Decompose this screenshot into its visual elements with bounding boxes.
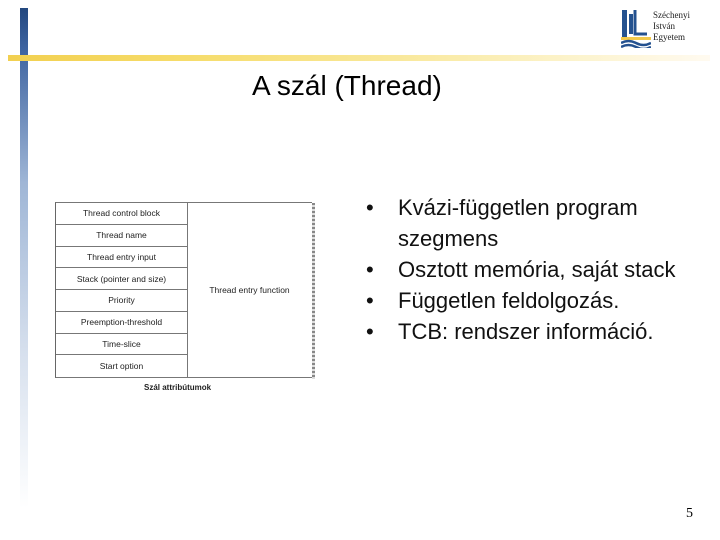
attribute-column bbox=[56, 203, 188, 377]
attribute-row: Thread entry input bbox=[56, 247, 187, 269]
logo-line: Széchenyi bbox=[653, 10, 690, 20]
bullet-item: • Osztott memória, saját stack bbox=[366, 254, 706, 285]
logo-wordmark bbox=[653, 10, 690, 43]
top-accent-bar bbox=[8, 55, 710, 61]
university-emblem-icon bbox=[621, 8, 651, 48]
attribute-row: Priority bbox=[56, 290, 187, 312]
left-accent-bar bbox=[20, 8, 28, 508]
attribute-row: Time-slice bbox=[56, 334, 187, 356]
logo-line: István bbox=[653, 21, 675, 31]
thread-attributes-figure bbox=[48, 196, 320, 402]
attribute-row: Start option bbox=[99, 361, 144, 372]
bullet-list bbox=[366, 192, 706, 347]
slide-title: A szál (Thread) bbox=[252, 70, 442, 101]
attribute-row: Thread control block bbox=[56, 203, 187, 225]
attribute-row: Preemption-threshold bbox=[56, 312, 187, 334]
bullet-item: • Kvázi-független program szegmens bbox=[366, 192, 706, 254]
logo-line: Egyetem bbox=[653, 32, 685, 42]
figure-caption: Szál attribútumok bbox=[144, 383, 212, 392]
page-number: 5 bbox=[686, 506, 693, 521]
university-logo bbox=[621, 8, 711, 52]
bullet-item: • TCB: rendszer információ. bbox=[366, 316, 706, 347]
thread-attributes-table bbox=[55, 202, 312, 378]
attribute-row: Thread name bbox=[56, 225, 187, 247]
attribute-row: Stack (pointer and size) bbox=[56, 268, 187, 290]
bullet-item: • Független feldolgozás. bbox=[366, 285, 706, 316]
thread-entry-function-cell: Thread entry function bbox=[209, 285, 290, 295]
